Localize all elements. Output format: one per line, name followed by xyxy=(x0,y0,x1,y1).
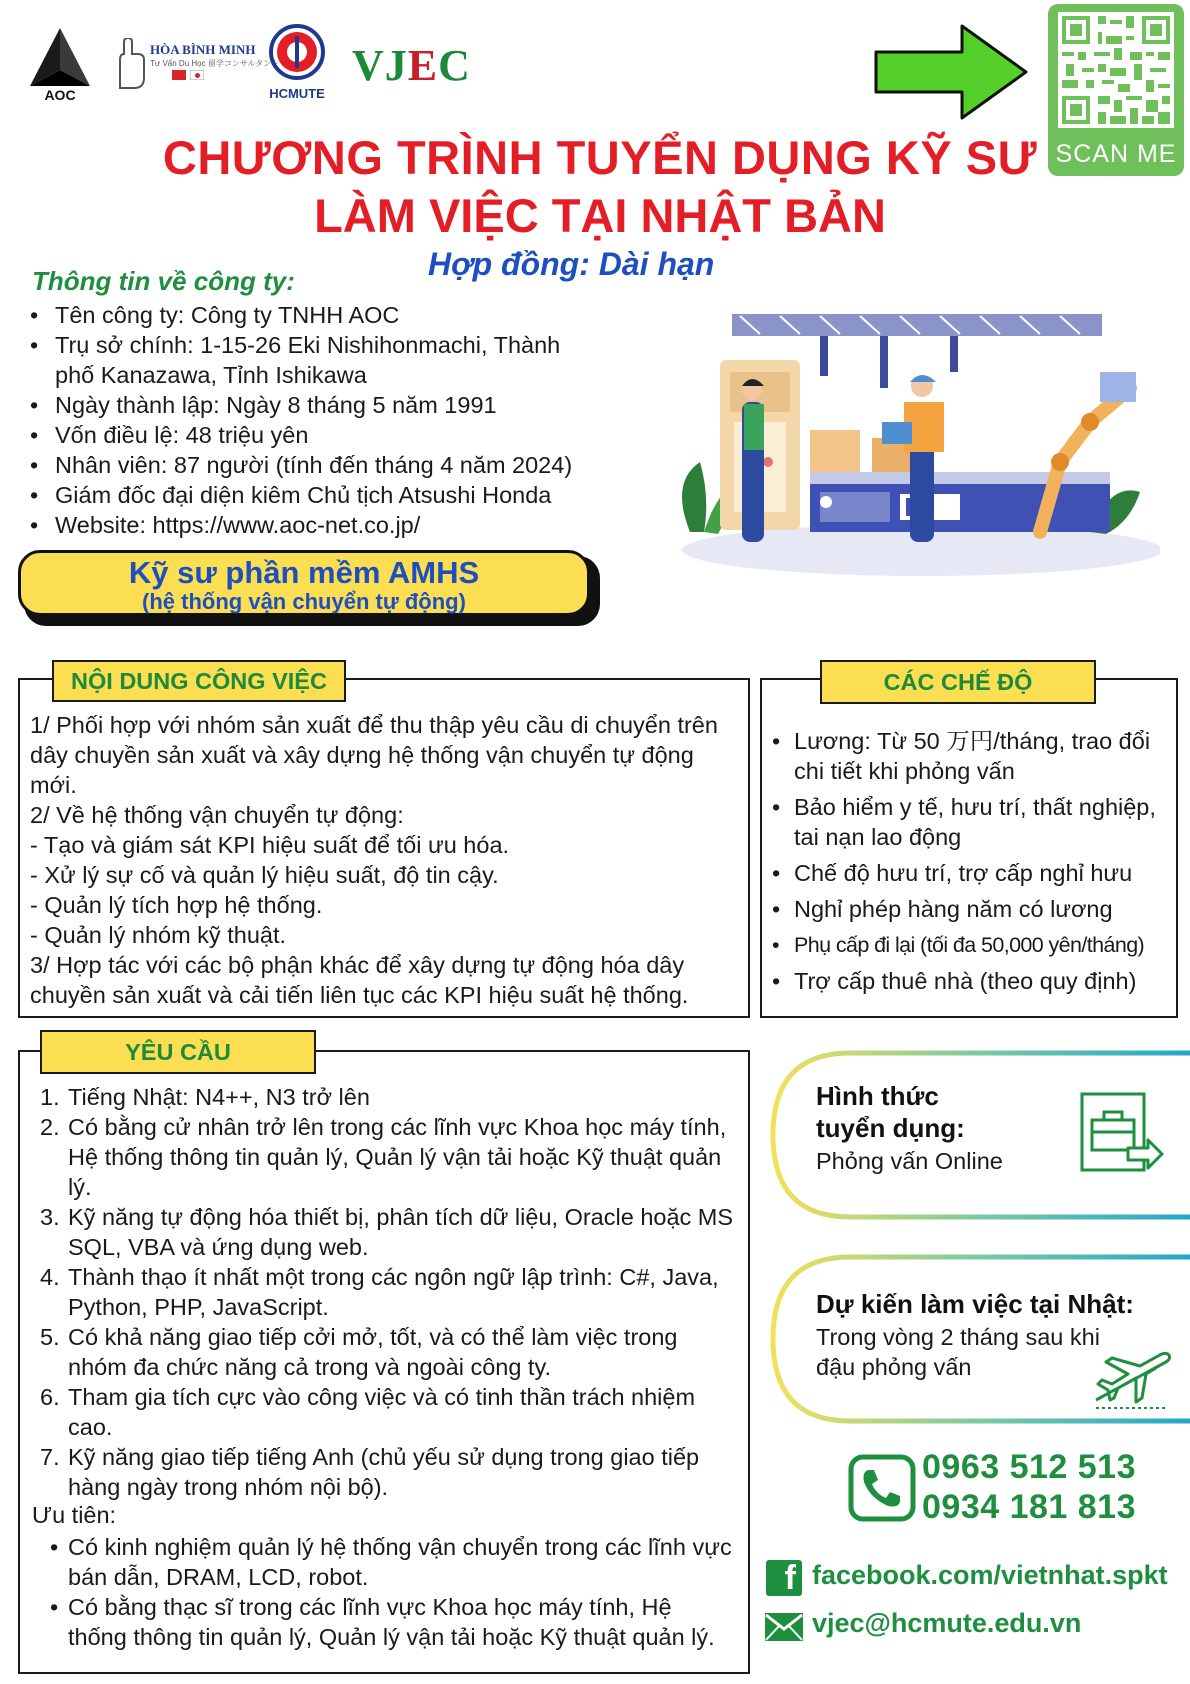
qr-icon xyxy=(1058,12,1174,128)
job-content-text xyxy=(30,710,746,1010)
email-link[interactable]: vjec@hcmute.edu.vn xyxy=(812,1608,1082,1638)
company-info-item: • Vốn điều lệ: 48 triệu yên xyxy=(26,420,666,450)
aoc-logo xyxy=(24,26,96,102)
recruitment-value: Phỏng vấn Online xyxy=(816,1148,1003,1174)
benefit-item: • Phụ cấp đi lại (tối đa 50,000 yên/tháng) xyxy=(768,930,1176,960)
benefit-item: • Nghỉ phép hàng năm có lương xyxy=(768,894,1176,924)
position-title: Kỹ sư phần mềm AMHS xyxy=(128,555,480,590)
job-line: 2/ Về hệ thống vận chuyển tự động: xyxy=(30,802,404,828)
company-info-item: • Tên công ty: Công ty TNHH AOC xyxy=(26,300,666,330)
requirement-item: 6. Tham gia tích cực vào công việc và có tinh thần trách nhiệm cao. xyxy=(40,1384,696,1440)
benefits-tag: CÁC CHẾ ĐỘ xyxy=(820,660,1096,704)
position-subtitle: (hệ thống vận chuyển tự động) xyxy=(142,589,466,614)
company-info-item: • Website: https://www.aoc-net.co.jp/ xyxy=(26,510,666,540)
job-line: - Quản lý nhóm kỹ thuật. xyxy=(30,922,287,948)
recruitment-title-line1: Hình thức xyxy=(816,1081,939,1111)
phone-number-2[interactable]: 0934 181 813 xyxy=(922,1488,1136,1526)
company-info-item: • Giám đốc đại diện kiêm Chủ tịch Atsushi Honda xyxy=(26,480,666,510)
page-title-line2: LÀM VIỆC TẠI NHẬT BẢN xyxy=(314,189,886,242)
benefits-list xyxy=(768,726,1176,1002)
mail-icon xyxy=(764,1612,804,1642)
briefcase-icon xyxy=(1078,1090,1164,1176)
job-content-tag: NỘI DUNG CÔNG VIỆC xyxy=(52,660,346,702)
hand-icon xyxy=(112,38,148,90)
hcmute-logo-text: HCMUTE xyxy=(269,86,325,101)
job-line: 3/ Hợp tác với các bộ phận khác để xây dựng tự động hóa dây chuyền sản xuất và cải tiến liên tục các KPI hiệu suất hệ thống. xyxy=(30,952,689,1008)
requirement-item: 7. Kỹ năng giao tiếp tiếng Anh (chủ yếu sử dụng trong giao tiếp hàng ngày trong nhóm nội bộ). xyxy=(40,1444,700,1500)
recruitment-title-line2: tuyển dụng: xyxy=(816,1113,965,1143)
hoa-binh-minh-logo xyxy=(112,38,280,90)
job-line: - Tạo và giám sát KPI hiệu suất để tối ưu hóa. xyxy=(30,832,510,858)
preference-item: • Có bằng thạc sĩ trong các lĩnh vực Khoa học máy tính, Hệ thống thông tin quản lý, Quản lý vận tải hoặc Kỹ thuật quản lý. xyxy=(34,1592,734,1652)
start-title: Dự kiến làm việc tại Nhật: xyxy=(816,1289,1134,1319)
requirements-tag: YÊU CẦU xyxy=(40,1030,316,1074)
contract-type: Hợp đồng: Dài hạn xyxy=(428,246,715,282)
company-info-heading: Thông tin về công ty: xyxy=(32,266,295,296)
requirement-item: 4. Thành thạo ít nhất một trong các ngôn ngữ lập trình: C#, Java, Python, PHP, JavaScript. xyxy=(40,1264,719,1320)
hbm-sub: Tư Vấn Du Học 留学コンサルタント xyxy=(150,59,280,68)
requirement-item: 3. Kỹ năng tự động hóa thiết bị, phân tích dữ liệu, Oracle hoặc MS SQL, VBA và ứng dụng web. xyxy=(40,1204,734,1260)
hcmute-logo xyxy=(262,22,332,104)
page-title-line1: CHƯƠNG TRÌNH TUYỂN DỤNG KỸ SƯ xyxy=(162,131,1038,184)
phone-number-1[interactable]: 0963 512 513 xyxy=(922,1448,1136,1486)
company-info-list xyxy=(26,300,666,540)
vietnam-flag-icon xyxy=(172,70,186,80)
vjec-logo: VJEC xyxy=(352,41,471,90)
position-banner xyxy=(18,550,590,616)
job-line: 1/ Phối hợp với nhóm sản xuất để thu thập yêu cầu di chuyển trên dây chuyền sản xuất và xây dựng hệ thống vận chuyển tự động mới. xyxy=(30,712,718,798)
qr-scan-label: SCAN ME xyxy=(1055,140,1177,168)
factory-illustration xyxy=(660,312,1160,582)
requirement-item: 5. Có khả năng giao tiếp cởi mở, tốt, và có thể làm việc trong nhóm đa chức năng cả trong và ngoài công ty. xyxy=(40,1324,678,1380)
job-line: - Quản lý tích hợp hệ thống. xyxy=(30,892,323,918)
airplane-icon xyxy=(1092,1350,1172,1410)
benefit-item: • Lương: Từ 50 万円/tháng, trao đổi chi tiết khi phỏng vấn xyxy=(768,726,1176,786)
facebook-link[interactable]: facebook.com/vietnhat.spkt xyxy=(812,1560,1168,1590)
preference-item: • Có kinh nghiệm quản lý hệ thống vận chuyển trong các lĩnh vực bán dẫn, DRAM, LCD, robot. xyxy=(34,1532,734,1592)
phone-icon xyxy=(848,1454,916,1522)
company-info-item: • Ngày thành lập: Ngày 8 tháng 5 năm 1991 xyxy=(26,390,666,420)
company-info-item: • Nhân viên: 87 người (tính đến tháng 4 năm 2024) xyxy=(26,450,666,480)
company-info-item: • Trụ sở chính: 1-15-26 Eki Nishihonmachi, Thành phố Kanazawa, Tỉnh Ishikawa xyxy=(26,330,575,390)
preferences-list xyxy=(34,1532,734,1652)
benefit-item: • Bảo hiểm y tế, hưu trí, thất nghiệp, tai nạn lao động xyxy=(768,792,1176,852)
green-arrow-icon xyxy=(870,22,1030,122)
qr-pattern xyxy=(1058,12,1174,128)
job-line: - Xử lý sự cố và quản lý hiệu suất, độ tin cậy. xyxy=(30,862,499,888)
requirement-item: 1. Tiếng Nhật: N4++, N3 trở lên xyxy=(40,1084,370,1110)
start-value-line2: đậu phỏng vấn xyxy=(816,1354,972,1380)
japan-flag-icon xyxy=(190,70,204,80)
aoc-logo-text: AOC xyxy=(44,87,76,102)
requirement-item: 2. Có bằng cử nhân trở lên trong các lĩnh vực Khoa học máy tính, Hệ thống thông tin quản lý, Quản lý vận tải hoặc Kỹ thuật quản lý. xyxy=(40,1114,727,1200)
facebook-icon: f xyxy=(766,1560,802,1596)
hbm-name: HÒA BÌNH MINH xyxy=(150,42,256,57)
start-date-card xyxy=(770,1254,1190,1424)
start-value-line1: Trong vòng 2 tháng sau khi xyxy=(816,1324,1100,1350)
recruitment-method-card xyxy=(770,1050,1190,1220)
benefit-item: • Chế độ hưu trí, trợ cấp nghỉ hưu xyxy=(768,858,1176,888)
preferences-label: Ưu tiên: xyxy=(32,1502,117,1528)
benefit-item: • Trợ cấp thuê nhà (theo quy định) xyxy=(768,966,1176,996)
requirements-list xyxy=(34,1082,734,1502)
